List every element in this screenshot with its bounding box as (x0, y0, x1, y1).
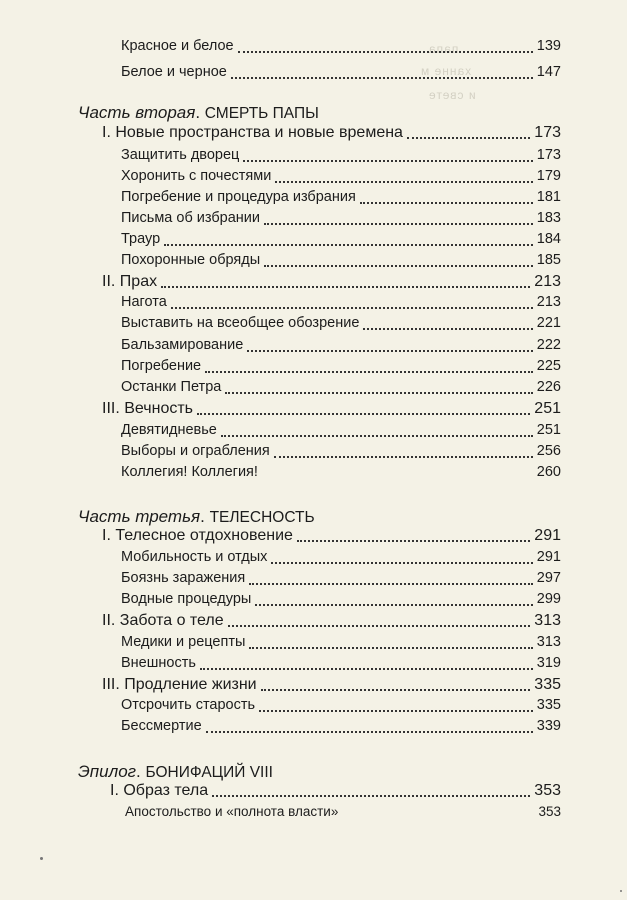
toc-entry[interactable] (121, 443, 561, 463)
chapter-numeral: I. (110, 782, 119, 799)
toc-entry[interactable] (125, 804, 561, 824)
chapter-entry[interactable] (102, 273, 561, 293)
entry-title: Белое и черное (121, 64, 227, 80)
toc-entry[interactable] (121, 591, 561, 611)
chapter-title: Продление жизни (124, 676, 257, 693)
dot-leader (200, 664, 533, 670)
chapter-numeral: I. (102, 124, 111, 141)
toc-entry[interactable] (121, 210, 561, 230)
toc-entry[interactable] (121, 464, 561, 484)
entry-title: Боязнь заражения (121, 570, 246, 586)
dot-leader (363, 324, 532, 330)
part-label: Часть вторая (78, 103, 196, 122)
chapter-entry[interactable] (110, 782, 561, 802)
toc-entry[interactable] (121, 422, 561, 442)
toc-entry[interactable] (121, 252, 561, 272)
dot-leader (212, 791, 530, 797)
toc-entry[interactable] (121, 549, 561, 569)
chapter-numeral: II. (102, 273, 116, 290)
page-number: 313 (534, 612, 561, 629)
page-number: 181 (536, 189, 561, 205)
chapter-entry[interactable] (102, 527, 561, 547)
dot-leader (255, 600, 532, 606)
dot-leader (407, 133, 530, 139)
dot-leader (238, 47, 533, 53)
page-number: 222 (536, 337, 561, 353)
page-number: 225 (536, 358, 561, 374)
page-number: 299 (536, 591, 561, 607)
chapter-title: Прах (119, 273, 158, 290)
toc-entry[interactable] (121, 231, 561, 251)
dot-leader (259, 706, 533, 712)
toc-entry[interactable] (121, 570, 561, 590)
part-label: Часть третья (78, 507, 201, 526)
part-title: ТЕЛЕСНОСТЬ (209, 509, 315, 526)
page-number: 173 (536, 147, 561, 163)
entry-title: Выставить на всеобщее обозрение (121, 315, 360, 331)
page-number: 221 (536, 315, 561, 331)
dot-leader (297, 536, 530, 542)
page-number: 251 (536, 422, 561, 438)
chapter-entry[interactable] (102, 612, 561, 632)
dot-leader (264, 219, 533, 225)
toc-entry[interactable] (121, 315, 561, 335)
entry-title: Траур (121, 231, 161, 247)
entry-title: Похоронные обряды (121, 252, 261, 268)
page-number: 139 (536, 38, 561, 54)
entry-title: Водные процедуры (121, 591, 252, 607)
toc-entry[interactable] (121, 189, 561, 209)
dot-leader (231, 73, 533, 79)
part-heading: Часть вторая. СМЕРТЬ ПАПЫ (78, 103, 319, 122)
toc-entry[interactable] (121, 64, 561, 84)
toc-entry[interactable] (121, 294, 561, 314)
chapter-title: Новые пространства и новые времена (115, 124, 403, 141)
bleed-through-text: и свете (428, 88, 476, 102)
chapter-title: Забота о теле (119, 612, 224, 629)
dot-leader (340, 818, 536, 824)
scan-speck (620, 890, 622, 892)
entry-title: Погребение (121, 358, 202, 374)
scan-speck (40, 857, 43, 860)
toc-entry[interactable] (121, 337, 561, 357)
entry-title: Останки Петра (121, 379, 222, 395)
dot-leader (249, 579, 533, 585)
dot-leader (360, 198, 533, 204)
entry-title: Внешность (121, 655, 196, 671)
page-number: 185 (536, 252, 561, 268)
dot-leader (243, 156, 532, 162)
page-number: 251 (534, 400, 561, 417)
entry-title: Бессмертие (121, 718, 202, 734)
entry-title: Мобильность и отдых (121, 549, 268, 565)
toc-entry[interactable] (121, 634, 561, 654)
toc-entry[interactable] (121, 358, 561, 378)
chapter-title: Образ тела (123, 782, 209, 799)
chapter-numeral: II. (102, 612, 116, 629)
entry-title: Защитить дворец (121, 147, 240, 163)
page-number: 213 (536, 294, 561, 310)
dot-leader (271, 558, 532, 564)
page-number: 179 (536, 168, 561, 184)
page-number: 291 (534, 527, 561, 544)
page-number: 319 (536, 655, 561, 671)
entry-title: Красное и белое (121, 38, 234, 54)
part-title: БОНИФАЦИЙ VIII (145, 764, 273, 781)
page-number: 291 (536, 549, 561, 565)
chapter-entry[interactable] (102, 400, 561, 420)
entry-title: Выборы и ограбления (121, 443, 270, 459)
page-number: 184 (536, 231, 561, 247)
page-number: 213 (534, 273, 561, 290)
dot-leader (228, 621, 531, 627)
toc-entry[interactable] (121, 147, 561, 167)
dot-leader (261, 685, 531, 691)
entry-title: Апостольство и «полнота власти» (125, 804, 339, 819)
chapter-entry[interactable] (102, 676, 561, 696)
dot-leader (275, 177, 532, 183)
chapter-title: Вечность (124, 400, 194, 417)
part-title: СМЕРТЬ ПАПЫ (204, 105, 319, 122)
entry-title: Письма об избрании (121, 210, 261, 226)
page-number: 147 (536, 64, 561, 80)
page-number: 173 (534, 124, 561, 141)
chapter-entry[interactable] (102, 124, 561, 144)
page-number: 339 (536, 718, 561, 734)
bleed-through-text: ханне м (420, 64, 472, 78)
chapter-numeral: I. (102, 527, 111, 544)
entry-title: Нагота (121, 294, 167, 310)
dot-leader (264, 261, 533, 267)
dot-leader (206, 727, 533, 733)
dot-leader (197, 409, 530, 415)
entry-title: Медики и рецепты (121, 634, 246, 650)
dot-leader (274, 452, 533, 458)
page-number: 183 (536, 210, 561, 226)
chapter-numeral: III. (102, 676, 120, 693)
toc-entry[interactable] (121, 718, 561, 738)
toc-entry[interactable] (121, 697, 561, 717)
toc-entry[interactable] (121, 379, 561, 399)
entry-title: Девятидневье (121, 422, 217, 438)
entry-title: Отсрочить старость (121, 697, 256, 713)
dot-leader (161, 282, 530, 288)
part-label: Эпилог (78, 762, 137, 781)
chapter-numeral: III. (102, 400, 120, 417)
dot-leader (221, 431, 533, 437)
entry-title: Хоронить с почестями (121, 168, 272, 184)
dot-leader (249, 643, 532, 649)
dot-leader (164, 240, 533, 246)
toc-entry[interactable] (121, 655, 561, 675)
dot-leader (171, 303, 533, 309)
page-number: 353 (538, 804, 561, 819)
page-number: 297 (536, 570, 561, 586)
entry-title: Погребение и процедура избрания (121, 189, 356, 205)
page-number: 256 (536, 443, 561, 459)
bleed-through-text: папа (428, 42, 459, 56)
page-number: 335 (536, 697, 561, 713)
dot-leader (205, 367, 533, 373)
chapter-title: Телесное отдохновение (115, 527, 293, 544)
entry-title: Бальзамирование (121, 337, 244, 353)
entry-title: Коллегия! Коллегия! (121, 464, 258, 480)
part-heading: Эпилог. БОНИФАЦИЙ VIII (78, 762, 273, 781)
page-number: 353 (534, 782, 561, 799)
dot-leader (247, 346, 533, 352)
dot-leader (225, 388, 532, 394)
page-number: 335 (534, 676, 561, 693)
page-number: 313 (536, 634, 561, 650)
part-heading: Часть третья. ТЕЛЕСНОСТЬ (78, 507, 315, 526)
page-number: 226 (536, 379, 561, 395)
page-number: 260 (536, 464, 561, 480)
dot-leader (262, 473, 533, 479)
toc-entry[interactable] (121, 38, 561, 58)
toc-entry[interactable] (121, 168, 561, 188)
